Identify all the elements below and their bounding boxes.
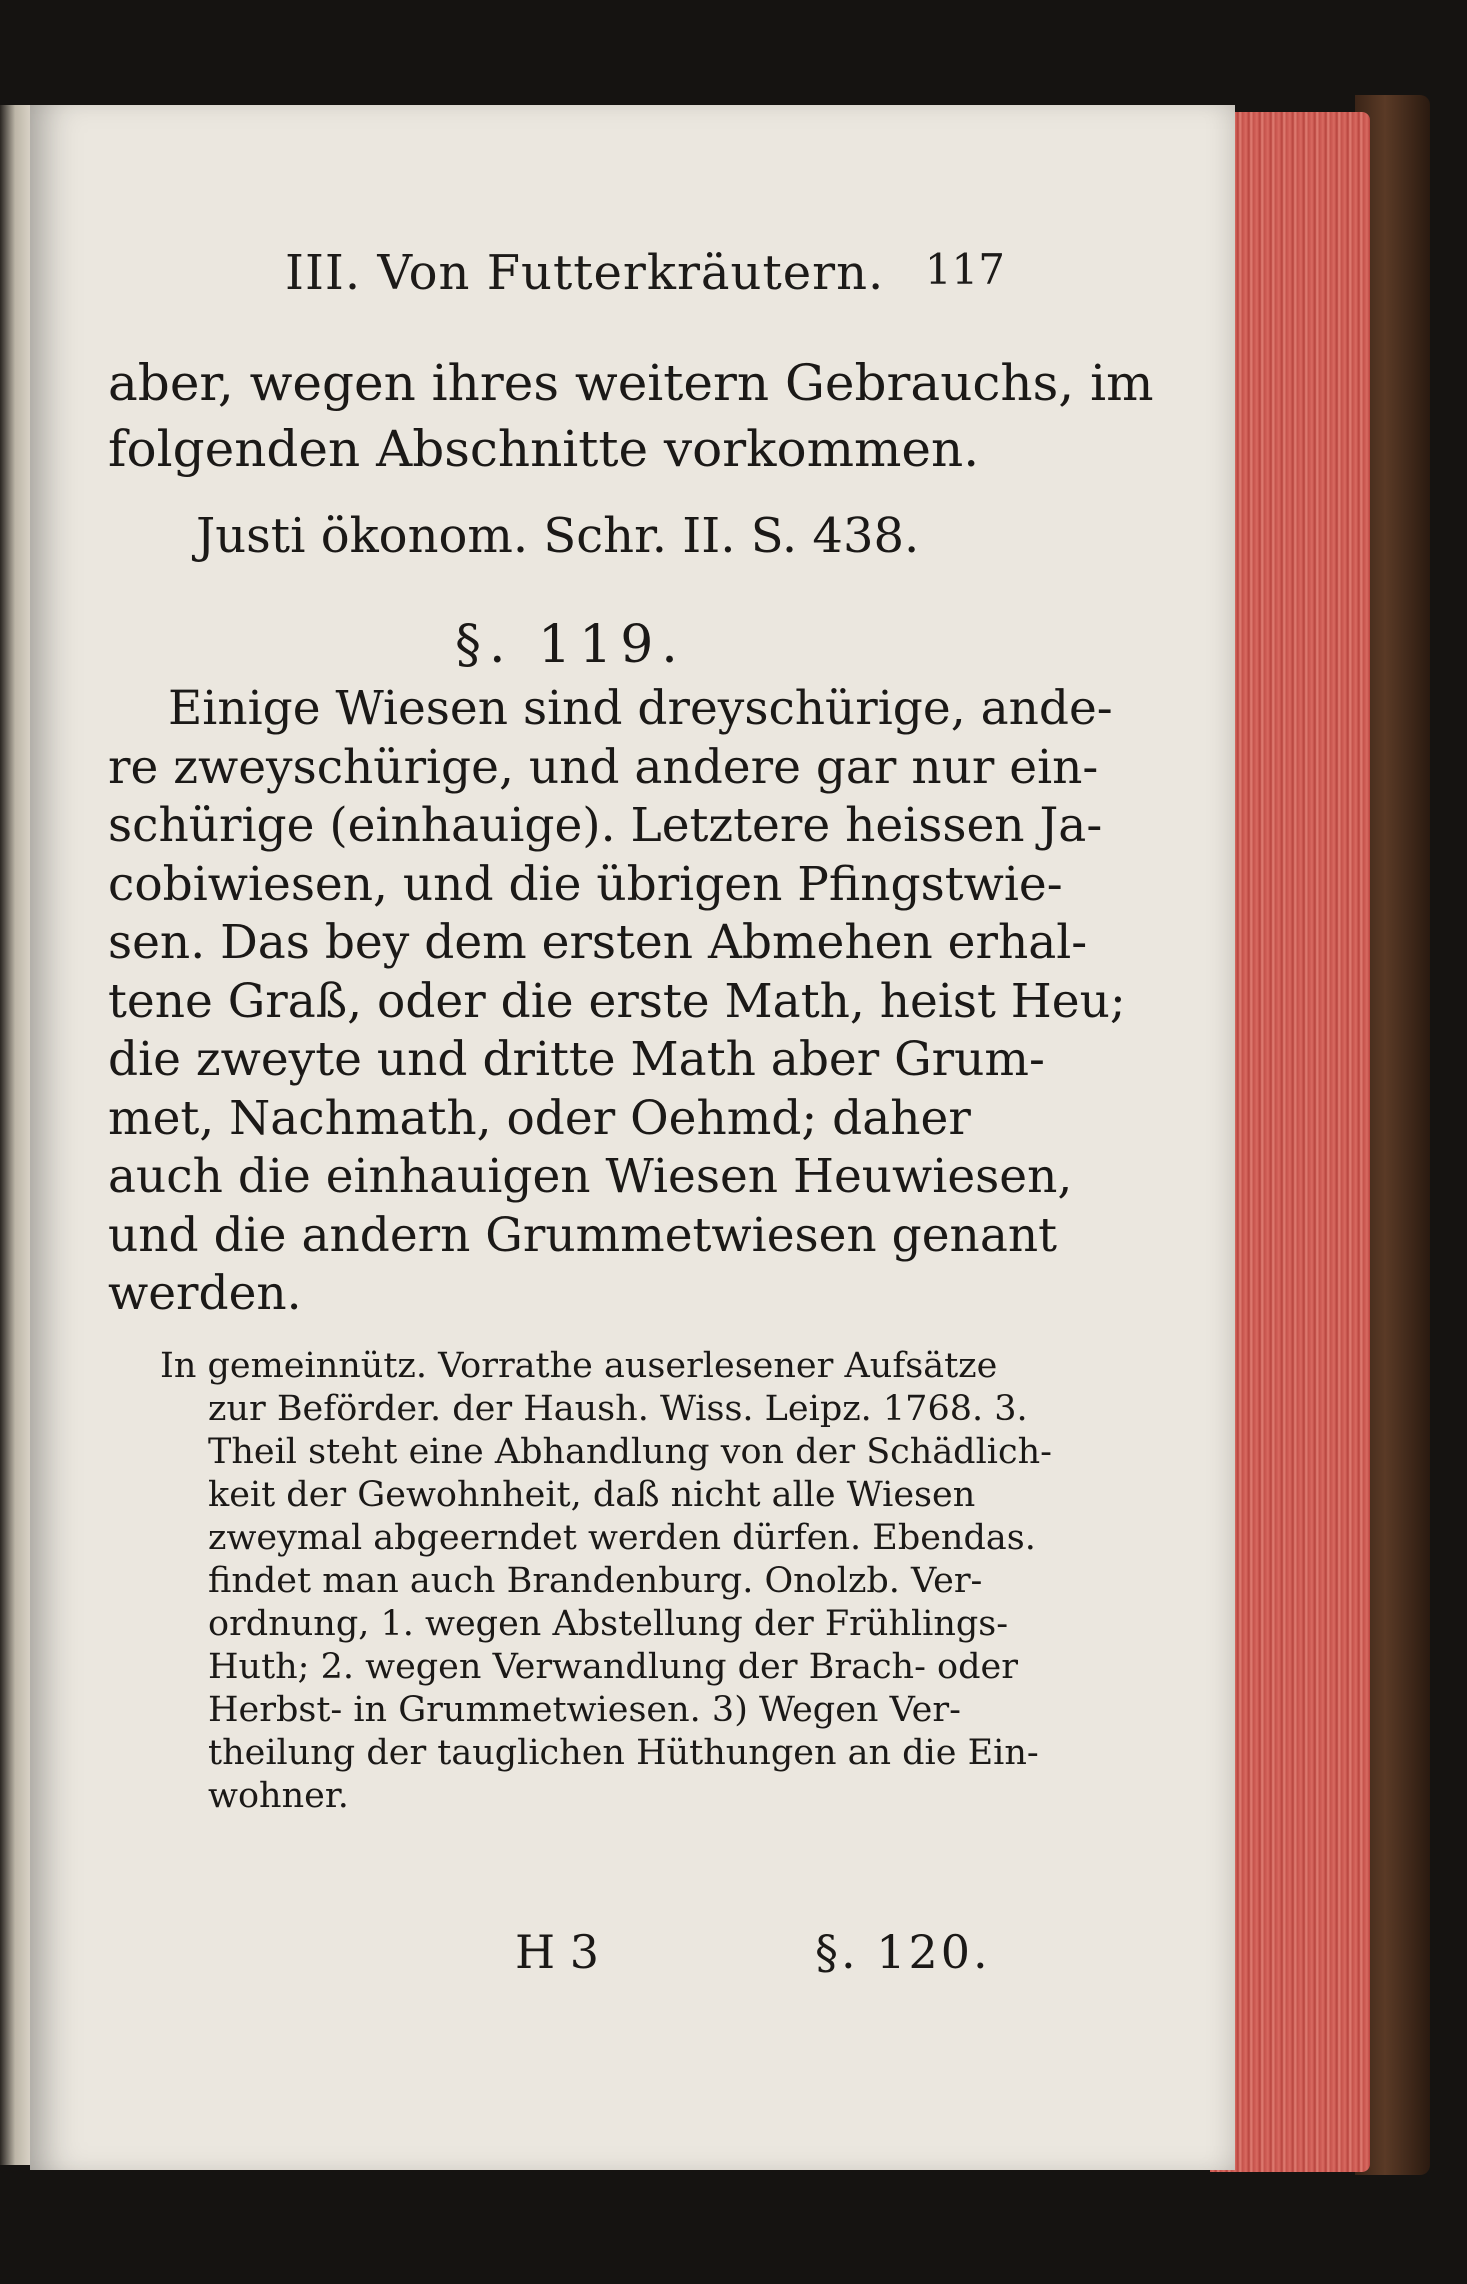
note-line: In gemeinnütz. Vorrathe auserlesener Aufsätze xyxy=(160,1346,998,1386)
text-line: cobiwiesen, und die übrigen Pfingstwie- xyxy=(108,856,1063,912)
page-number: 117 xyxy=(924,245,1005,294)
note-line: Huth; 2. wegen Verwandlung der Brach- oder xyxy=(208,1647,1018,1687)
note-line: ordnung, 1. wegen Abstellung der Frühlings- xyxy=(208,1604,1009,1644)
text-line: re zweyschürige, und andere gar nur ein- xyxy=(108,739,1099,795)
text-line: met, Nachmath, oder Oehmd; daher xyxy=(108,1090,971,1146)
catchword: §. 120. xyxy=(815,1925,991,1979)
note-line: theilung der tauglichen Hüthungen an die Ein- xyxy=(208,1733,1039,1773)
paragraph-top xyxy=(108,350,1154,482)
body-paragraph xyxy=(108,680,1126,1324)
text-line: auch die einhauigen Wiesen Heuwiesen, xyxy=(108,1149,1073,1204)
note-line: wohner. xyxy=(208,1776,349,1816)
reference-citation: Justi ökonom. Schr. II. S. 438. xyxy=(196,508,920,564)
text-line: und die andern Grummetwiesen genant xyxy=(108,1207,1057,1263)
running-head xyxy=(270,245,1005,305)
text-line: schürige (einhauige). Letztere heissen Ja- xyxy=(108,798,1103,853)
signature-mark: H 3 xyxy=(515,1925,600,1979)
text-line: aber, wegen ihres weitern Gebrauchs, im xyxy=(108,354,1154,412)
note-line: keit der Gewohnheit, daß nicht alle Wiesen xyxy=(208,1475,976,1515)
note-line: Theil steht eine Abhandlung von der Schädlich- xyxy=(208,1432,1052,1472)
text-line: werden. xyxy=(108,1266,302,1321)
text-line: sen. Das bey dem ersten Abmehen erhal- xyxy=(108,915,1088,970)
running-head-title: III. Von Futterkräutern. xyxy=(285,245,885,301)
footnote xyxy=(160,1345,1052,1818)
note-line: findet man auch Brandenburg. Onolzb. Ver- xyxy=(208,1561,983,1601)
text-line: Einige Wiesen sind dreyschürige, ande- xyxy=(168,681,1113,736)
note-line: zweymal abgeerndet werden dürfen. Ebendas. xyxy=(208,1518,1036,1558)
text-line: tene Graß, oder die erste Math, heist Heu; xyxy=(108,973,1126,1029)
section-heading: §. 119. xyxy=(455,615,686,675)
text-line: folgenden Abschnitte vorkommen. xyxy=(108,420,980,478)
text-line: die zweyte und dritte Math aber Grum- xyxy=(108,1032,1045,1087)
note-line: zur Beförder. der Haush. Wiss. Leipz. 1768. 3. xyxy=(208,1389,1028,1429)
note-line: Herbst- in Grummetwiesen. 3) Wegen Ver- xyxy=(208,1690,961,1730)
